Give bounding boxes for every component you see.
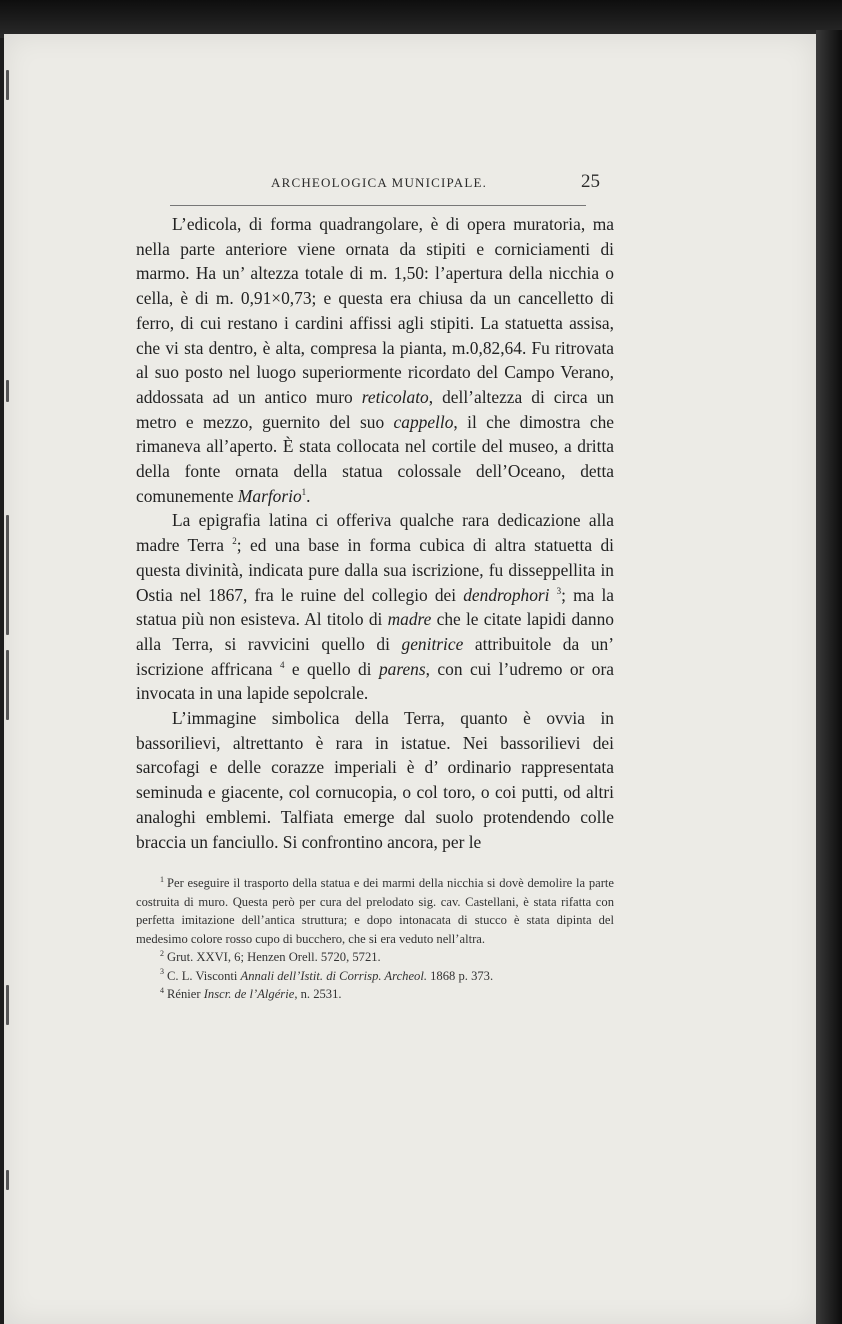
italic-text: Annali dell’Istit. di Corrisp. Archeol. (240, 968, 427, 983)
italic-text: madre (387, 609, 432, 630)
italic-text: genitrice (401, 633, 464, 654)
page-number: 25 (581, 171, 600, 192)
text-run: C. L. Visconti (167, 968, 241, 983)
footnote-mark: 2 (160, 948, 164, 958)
text-run: attribuitole da un’ iscrizione affricana (136, 633, 614, 679)
margin-mark (6, 515, 9, 635)
paragraph (136, 212, 614, 508)
footnote-ref: 4 (279, 659, 285, 670)
paragraph (136, 508, 614, 706)
scan-top-edge (0, 0, 842, 38)
footnote-ref: 1 (301, 486, 307, 497)
text-run: Per eseguire il trasporto della statua e dei marmi della nicchia si dovè demolire la parte costruita di muro. Questa però per cura del prelodato sig. cav. Castellani, è stata rifatta con perfetta imitazione dell’antica struttura; e dopo intonacata di stucco è stata dipinta del medesimo colore rosso cupo di bucchero, che si era veduto nell’altra. (136, 876, 614, 946)
header-rule (170, 205, 586, 206)
footnote (136, 948, 614, 967)
footnote-ref: 2 (232, 536, 237, 547)
text-run: che le citate lapidi danno alla Terra, si ravvicini quello di (136, 609, 614, 654)
footnote (136, 874, 614, 948)
text-run: , il che dimostra che rimaneva all’aperto. È stata collocata nel cortile del museo, a dritta della fonte ornata della statua colossale dell’Oceano, detta comunemente (136, 411, 614, 506)
body-text (136, 212, 614, 854)
text-run: ; ma la statua più non esisteva. Al titolo di (136, 584, 614, 630)
margin-marks (0, 0, 30, 1324)
scan-right-edge (816, 30, 842, 1324)
italic-text: parens (378, 658, 426, 679)
paragraph (136, 706, 614, 854)
running-head (136, 171, 604, 195)
footnote-ref: 3 (556, 585, 562, 596)
text-run: La epigrafia latina ci offeriva qualche rara dedicazione alla madre Terra (136, 510, 614, 556)
footnote-mark: 4 (160, 985, 164, 995)
footnote (136, 967, 614, 986)
text-run: Grut. XXVI, 6; Henzen Orell. 5720, 5721. (167, 950, 381, 964)
footnote-mark: 1 (160, 874, 164, 884)
text-run: e quello di (284, 658, 379, 679)
text-run: , dell’altezza di circa un metro e mezzo, guernito del suo (136, 386, 615, 432)
margin-mark (6, 650, 9, 720)
italic-text: Inscr. de l’Algérie (203, 987, 295, 1001)
text-run: , con cui l’udremo or ora invocata in una lapide sepolcrale. (136, 658, 614, 704)
margin-mark (6, 985, 9, 1025)
margin-mark (6, 70, 9, 100)
text-run: L’edicola, di forma quadrangolare, è di opera muratoria, ma nella parte anteriore viene ornata da stipiti e corniciamenti di marmo. Ha un’ altezza totale di m. 1,50: l’apertura della nicchia o cella, è di m. 0,91×0,73; e questa era chiusa da un cancelletto di ferro, di cui restano i cardini affissi agli stipiti. La statuetta assisa, che vi sta dentro, è alta, compresa la pianta, m.0,82,64. Fu ritrovata al suo posto nel luogo superiormente ricordato del Campo Verano, addossata ad un antico muro (136, 214, 614, 407)
italic-text: reticolato (361, 386, 429, 407)
footnote-mark: 3 (160, 967, 164, 977)
text-run: . (306, 485, 311, 506)
text-run: Rénier (167, 987, 204, 1001)
text-run: ; ed una base in forma cubica di altra statuetta di questa divinità, indicata pure dalla sua iscrizione, fu disseppellita in Ostia nel 1867, fra le ruine del collegio dei (136, 535, 614, 605)
text-run: L’immagine simbolica della Terra, quanto è ovvia in bassorilievi, altrettanto è rara in istatue. Nei bassorilievi dei sarcofagi e delle corazze imperiali è d’ ordinario rappresentata seminuda e giacente, col cornucopia, o col toro, o coi putti, od altri analoghi emblemi. Talfiata emerge dal suolo protendendo colle braccia un fanciullo. Si confrontino ancora, per le (136, 708, 614, 852)
text-run (550, 585, 557, 605)
footnote (136, 985, 614, 1004)
running-title: ARCHEOLOGICA MUNICIPALE. (271, 175, 488, 190)
text-run: 1868 p. 373. (426, 968, 494, 983)
italic-text: dendrophori (463, 584, 550, 605)
italic-text: cappello (393, 411, 454, 432)
italic-text: Marforio (237, 485, 302, 506)
footnotes (136, 874, 614, 1004)
margin-mark (6, 1170, 9, 1190)
text-run: , n. 2531. (294, 987, 342, 1001)
margin-mark (6, 380, 9, 402)
